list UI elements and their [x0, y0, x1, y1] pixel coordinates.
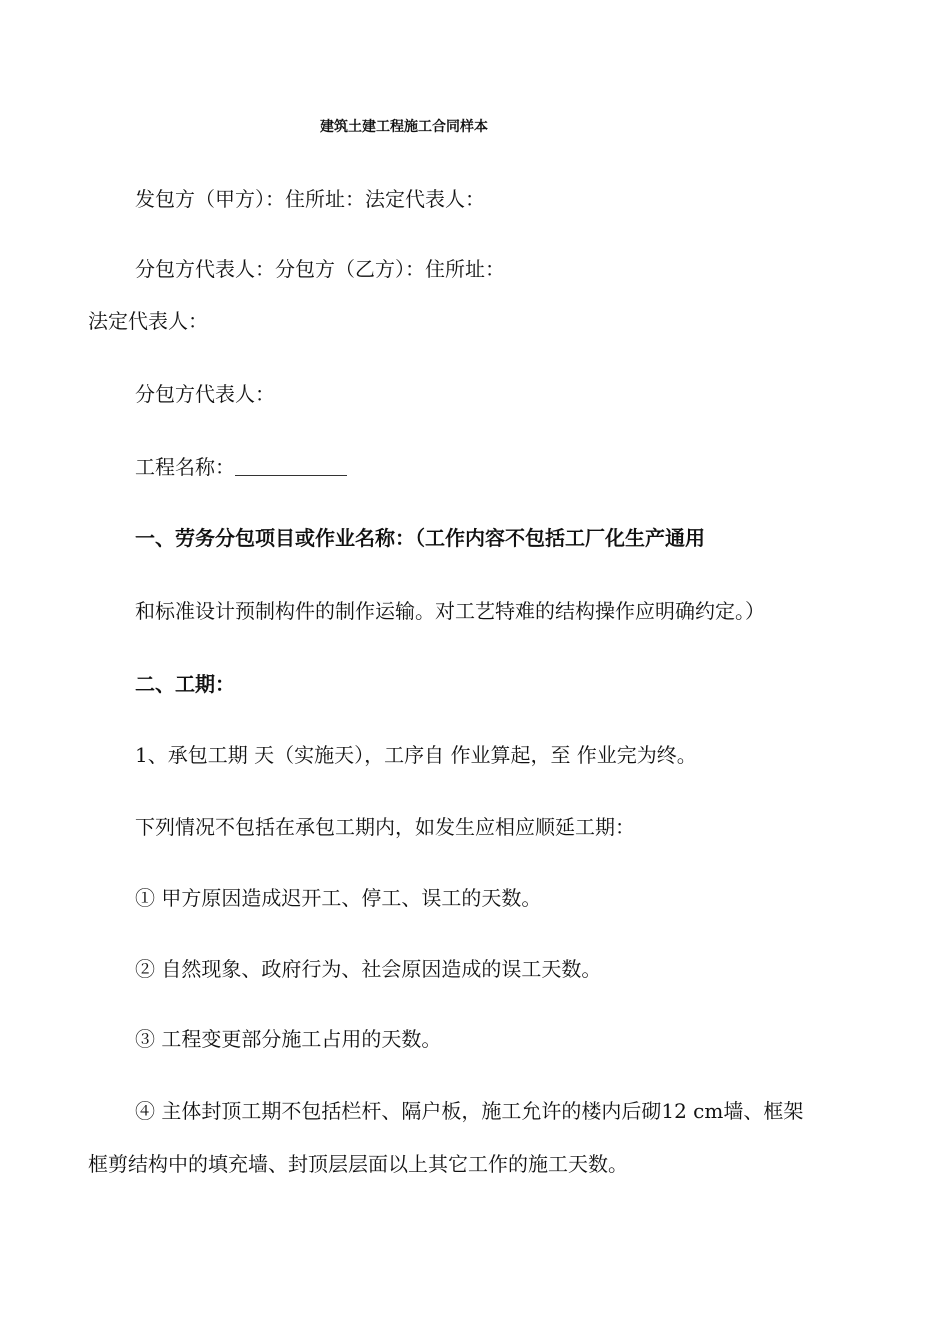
project-name-blank	[235, 455, 347, 476]
section-1-heading: 一、劳务分包项目或作业名称：（工作内容不包括工厂化生产通用	[135, 526, 705, 550]
exclusion-item-4-continuation: 框剪结构中的填充墙、封顶层层面以上其它工作的施工天数。	[88, 1152, 628, 1176]
exclusion-item-1: ① 甲方原因造成迟开工、停工、误工的天数。	[135, 886, 542, 910]
document-title: 建筑土建工程施工合同样本	[320, 119, 488, 135]
exclusion-item-3: ③ 工程变更部分施工占用的天数。	[135, 1027, 442, 1051]
subcontractor-representative-line: 分包方代表人：	[135, 382, 275, 406]
party-a-line: 发包方（甲方）：住所址：法定代表人：	[135, 187, 485, 211]
clause-1-line: 1、承包工期 天（实施天），工序自 作业算起，至 作业完为终。	[135, 743, 697, 767]
project-name-label: 工程名称：	[135, 455, 235, 479]
project-name-line	[135, 453, 347, 481]
section-2-heading: 二、工期：	[135, 672, 235, 696]
legal-representative-line: 法定代表人：	[88, 309, 208, 333]
party-b-line: 分包方代表人：分包方（乙方）：住所址：	[135, 257, 505, 281]
exclusion-item-2: ② 自然现象、政府行为、社会原因造成的误工天数。	[135, 957, 602, 981]
exclusion-item-4: ④ 主体封顶工期不包括栏杆、隔户板，施工允许的楼内后砌12 cm墙、框架	[135, 1099, 804, 1123]
section-1-continuation: 和标准设计预制构件的制作运输。对工艺特难的结构操作应明确约定。）	[135, 599, 765, 623]
exclusions-intro-line: 下列情况不包括在承包工期内，如发生应相应顺延工期：	[135, 815, 635, 839]
